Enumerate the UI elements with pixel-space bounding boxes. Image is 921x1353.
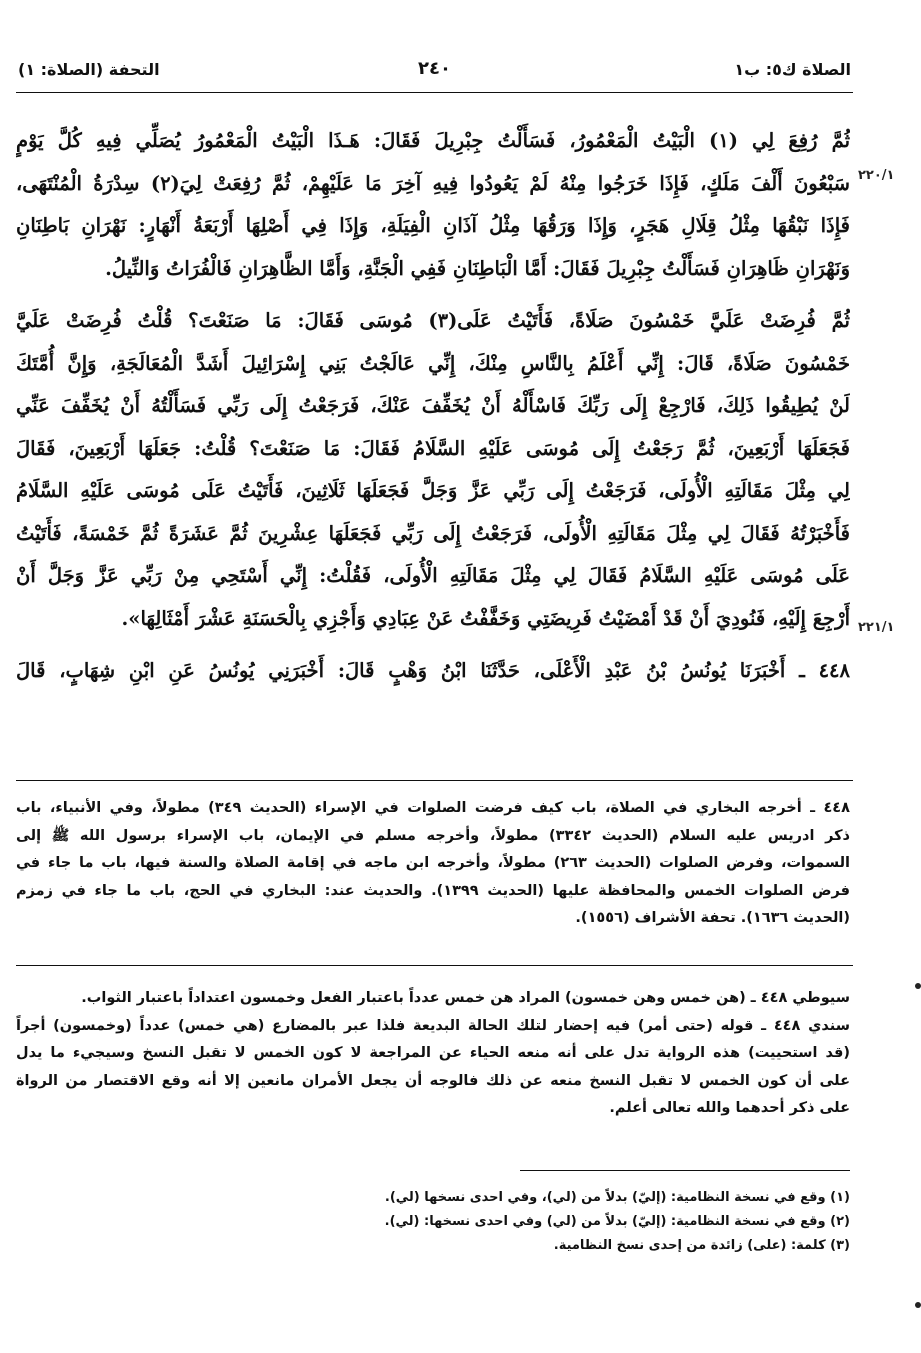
text-line: سَبْعُونَ أَلْفَ مَلَكٍ، فَإِذَا خَرَجُوا مِنْهُ لَمْ يَعُودُوا فِيهِ آخِرَ مَا عَلَيْهِمْ، ثُمَّ رُفِعَتْ لِيَ(٢) سِدْرَةُ الْمُنْتَهَى، (16, 171, 850, 195)
footnote-rule (520, 1170, 850, 1171)
text-line: ثُمَّ فُرِضَتْ عَلَيَّ خَمْسُونَ صَلَاةً، فَأَتَيْتُ عَلَى(٣) مُوسَى فَقَالَ: مَا صَنَعْتَ؟ قُلْتُ فُرِضَتْ عَلَيَّ (16, 309, 850, 332)
takhrij-line: ذكر ادريس عليه السلام (الحديث ٣٣٤٢) مطولاً، وأخرجه مسلم في الإيمان، باب الإسراء برسول الله ﷺ إلى (16, 827, 850, 844)
footnote-1: (١) وقع في نسخة النظامية: (إليّ) بدلاً من (لي)، وفي احدى نسخها (لي). (384, 1190, 850, 1205)
takhrij-line: ٤٤٨ ـ أخرجه البخاري في الصلاة، باب كيف فرضت الصلوات في الإسراء (الحديث ٣٤٩) مطولاً، وفي الأنبياء، باب (16, 800, 850, 816)
margin-note-220: ٢٢٠/١ (858, 168, 895, 183)
commentary-line: (قد استحييت) هذه الرواية تدل على أنه منعه الحياء عن المراجعة لا كون الخمس لا تقبل النسخ وسيجيء ما يدل (16, 1045, 850, 1061)
header-chapter-ref: الصلاة ك٥: ب١ (734, 60, 851, 79)
takhrij-block (16, 795, 850, 933)
text-line: لِي مِثْلَ مَقَالَتِهِ الْأُولَى، فَرَجَعْتُ إِلَى رَبِّي عَزَّ وَجَلَّ فَجَعَلَهَا ثَلَاثِينَ، فَأَتَيْتُ عَلَى مُوسَى عَلَيْهِ السَّلَامُ (16, 479, 850, 502)
commentary-line: سندي ٤٤٨ ـ قوله (حتى أمر) فيه إحضار لتلك الحالة البديعة فلذا عبر بالمضارع (هي خمس) عدداً (وخمسون) أجراً (16, 1017, 850, 1034)
commentary-rule (16, 965, 853, 966)
hadith-448-start: ٤٤٨ ـ أَخْبَرَنَا يُونُسُ بْنُ عَبْدِ الْأَعْلَى، حَدَّثَنَا ابْنُ وَهْبٍ قَالَ: أَخْبَرَنِي يُونُسُ عَنِ ابْنِ شِهَابٍ، قَالَ (16, 659, 850, 682)
text-line: وَنَهْرَانِ ظَاهِرَانِ فَسَأَلْتُ جِبْرِيلَ فَقَالَ: أَمَّا الْبَاطِنَانِ فَفِي الْجَنَّةِ، وَأَمَّا الظَّاهِرَانِ فَالْفُرَاتُ وَالنِّيلُ. (105, 256, 850, 280)
page-header (18, 58, 851, 88)
commentary-line: سيوطي ٤٤٨ ـ (هن خمس وهن خمسون) المراد هن خمس عدداً باعتبار الفعل وخمسون اعتداداً باعتبار الثواب. (81, 990, 850, 1006)
footnote-3: (٣) كلمة: (على) زائدة من إحدى نسخ النظامية. (553, 1238, 850, 1253)
text-line: ثُمَّ رُفِعَ لِي (١) الْبَيْتُ الْمَعْمُورُ، فَسَأَلْتُ جِبْرِيلَ فَقَالَ: هَـذَا الْبَيْتُ الْمَعْمُورُ يُصَلِّي فِيهِ كُلَّ يَوْمٍ (16, 129, 850, 152)
text-line: عَلَى مُوسَى عَلَيْهِ السَّلَامُ فَقَالَ لِي مِثْلَ مَقَالَتِهِ الْأُولَى، فَقُلْتُ: إِنِّي أَسْتَحِي مِنْ رَبِّي عَزَّ وَجَلَّ أَنْ (16, 564, 850, 587)
header-tuhfa-ref: التحفة (الصلاة: ١) (18, 60, 160, 79)
scan-mark (915, 1302, 921, 1308)
text-line: لَنْ يُطِيقُوا ذَلِكَ، فَارْجِعْ إِلَى رَبِّكَ فَاسْأَلْهُ أَنْ يُخَفِّفَ عَنْكَ، فَرَجَعْتُ إِلَى رَبِّي فَسَأَلْتُهُ أَنْ يُخَفِّفَ عَنِّي (16, 394, 850, 417)
commentary-line: على ذكر أحدهما والله تعالى أعلم. (609, 1100, 850, 1116)
takhrij-line: فرض الصلوات الخمس والمحافظة عليها (الحديث ١٣٩٩). والحديث عند: البخاري في الحج، باب ما جاء في زمزم (16, 882, 850, 899)
text-line: أَرْجِعَ إِلَيْهِ، فَنُودِيَ أَنْ قَدْ أَمْضَيْتُ فَرِيضَتِي وَخَفَّفْتُ عَنْ عِبَادِي وَأَجْزِي بِالْحَسَنَةِ عَشْرَ أَمْثَالِهَا». (121, 606, 850, 630)
page-number: ٢٤٠ (418, 58, 451, 79)
commentary-line: على أن كون الخمس لا تقبل النسخ منعه عن ذلك فالوجه أن يجعل الأمران مانعين إلا أنه وقع الاقتصار من الرواة (16, 1072, 850, 1089)
text-line: فَجَعَلَهَا أَرْبَعِينَ، ثُمَّ رَجَعْتُ إِلَى مُوسَى عَلَيْهِ السَّلَامُ فَقَالَ: مَا صَنَعْتَ؟ قُلْتُ: جَعَلَهَا أَرْبَعِينَ، فَقَالَ (16, 436, 850, 460)
footnotes (16, 1186, 850, 1258)
text-line: فَأَخْبَرْتُهُ فَقَالَ لِي مِثْلَ مَقَالَتِهِ الْأُولَى، فَرَجَعْتُ إِلَى رَبِّي فَجَعَلَهَا عِشْرِينَ ثُمَّ عَشَرَةً ثُمَّ خَمْسَةً، فَأَتَيْتُ (16, 521, 850, 545)
scan-mark (915, 983, 921, 989)
text-line: خَمْسُونَ صَلَاةً، قَالَ: إِنِّي أَعْلَمُ بِالنَّاسِ مِنْكَ، إِنِّي عَالَجْتُ بَنِي إِسْرَائِيلَ أَشَدَّ الْمُعَالَجَةِ، وَإِنَّ أُمَّتَكَ (16, 351, 850, 375)
footnote-2: (٢) وقع في نسخة النظامية: (إليّ) بدلاً من (لي) وفي احدى نسخها: (لي). (384, 1214, 850, 1229)
header-rule (16, 92, 853, 93)
commentary-block (16, 985, 850, 1123)
takhrij-rule (16, 780, 853, 781)
takhrij-line: السموات، وفرض الصلوات (الحديث ٢٦٣) مطولاً، وأخرجه ابن ماجه في إقامة الصلاة والسنة فيها، باب ما جاء في (16, 855, 850, 871)
text-line: فَإِذَا نَبْقُهَا مِثْلُ قِلَالِ هَجَرٍ، وَإِذَا وَرَقُهَا مِثْلُ آذَانِ الْفِيَلَةِ، وَإِذَا فِي أَصْلِهَا أَرْبَعَةُ أَنْهَارٍ: نَهْرَانِ بَاطِنَانِ (16, 214, 850, 237)
takhrij-line: (الحديث ١٦٣٦). تحفة الأشراف (١٥٥٦). (575, 910, 850, 926)
main-text (16, 120, 850, 693)
margin-note-221: ٢٢١/١ (858, 620, 895, 635)
